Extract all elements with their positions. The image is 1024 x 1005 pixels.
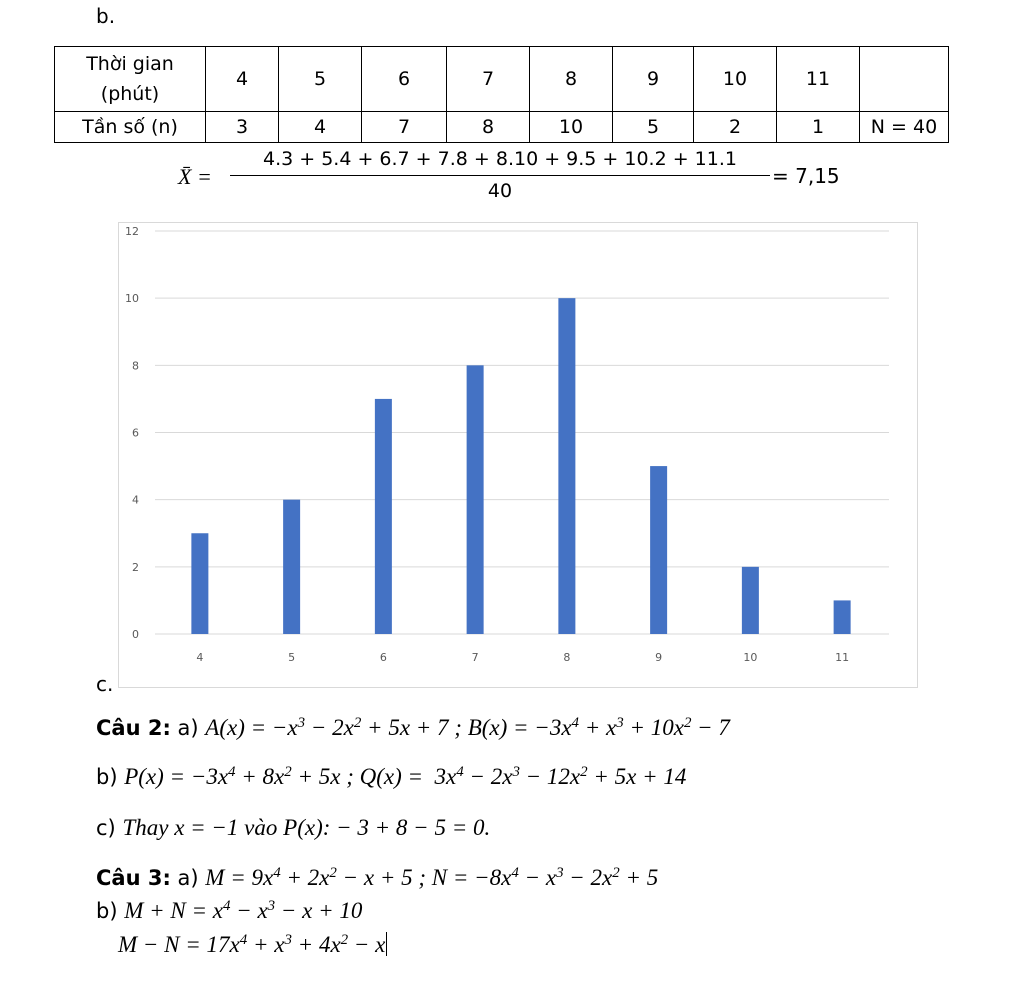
header-frequency: Tần số (n) — [55, 112, 206, 143]
y-tick-label: 2 — [132, 560, 139, 574]
frequency-cell: 5 — [613, 112, 694, 143]
cau2-a-line — [96, 715, 730, 741]
x-tick-label: 6 — [379, 651, 387, 664]
frequency-cell: 3 — [206, 112, 279, 143]
mean-numerator: 4.3 + 5.4 + 6.7 + 7.8 + 8.10 + 9.5 + 10.2 + 11.1 — [263, 148, 737, 170]
bar — [191, 533, 208, 634]
x-tick-label: 10 — [743, 651, 758, 664]
bar — [283, 500, 300, 634]
frequency-cell: 8 — [447, 112, 530, 143]
section-b-label: b. — [96, 4, 116, 28]
mean-formula — [178, 146, 878, 212]
cau3-b-line — [96, 898, 362, 924]
x-tick-label: 9 — [655, 651, 663, 664]
polynomial-M-N: $M = 9x^4 + 2x^2 - x + 5$ ; $N = -8x^4 - x^3 - 2x^2 + 5$ — [205, 864, 659, 890]
header-time: Thời gian (phút) — [55, 47, 206, 112]
time-cell: 8 — [530, 47, 613, 112]
table-row-time — [55, 47, 949, 112]
x-tick-label: 8 — [563, 651, 571, 664]
frequency-table — [54, 46, 949, 143]
mean-fraction — [230, 146, 770, 204]
frequency-cell: 1 — [777, 112, 860, 143]
bar — [375, 399, 392, 634]
frequency-cell: 7 — [362, 112, 447, 143]
cau3-label: Câu 3: — [96, 866, 171, 890]
bar-chart — [119, 223, 917, 687]
cau2-a-prefix: a) — [177, 716, 199, 740]
bar — [558, 298, 575, 634]
time-cell: 7 — [447, 47, 530, 112]
time-cell: 10 — [694, 47, 777, 112]
cau2-label: Câu 2: — [96, 716, 171, 740]
frequency-cell: 10 — [530, 112, 613, 143]
time-cell: 11 — [777, 47, 860, 112]
bar — [834, 600, 851, 634]
mean-lhs: X̄ = — [178, 164, 212, 189]
frequency-cell: 2 — [694, 112, 777, 143]
y-tick-label: 12 — [125, 225, 139, 238]
mean-result: = 7,15 — [772, 164, 840, 188]
total-cell: N = 40 — [860, 112, 949, 143]
polynomial-P-Q: $P(x) = -3x^4 + 8x^2 + 5x$ ; $Q(x) = 3x^4 - 2x^3 - 12x^2 + 5x + 14$ — [124, 763, 687, 789]
mean-denominator: 40 — [487, 180, 513, 202]
bar — [650, 466, 667, 634]
table-row-frequency — [55, 112, 949, 143]
empty-cell — [860, 47, 949, 112]
sum-M-N: $M + N = x^4 - x^3 - x + 10$ — [124, 897, 363, 923]
cau2-b-line — [96, 764, 686, 790]
bar — [742, 567, 759, 634]
time-cell: 5 — [279, 47, 362, 112]
y-tick-label: 10 — [125, 292, 139, 306]
x-tick-label: 4 — [196, 651, 204, 664]
time-cell: 4 — [206, 47, 279, 112]
cau3-a-line — [96, 865, 658, 891]
cau2-c-line — [96, 815, 490, 841]
section-c-label: c. — [96, 672, 114, 696]
text-cursor — [386, 932, 387, 956]
bar — [467, 365, 484, 634]
cau3-a-prefix: a) — [177, 866, 199, 890]
cau2-c-text: Thay x = −1 vào P(x): − 3 + 8 − 5 = 0. — [122, 815, 491, 840]
fraction-bar — [230, 175, 770, 176]
bar-chart-frame — [118, 222, 918, 688]
x-tick-label: 7 — [471, 651, 479, 664]
y-tick-label: 6 — [132, 426, 139, 440]
y-tick-label: 0 — [132, 628, 139, 641]
x-tick-label: 11 — [835, 651, 850, 664]
cau2-b-prefix: b) — [96, 765, 118, 789]
difference-M-N: $M - N = 17x^4 + x^3 + 4x^2 - x$ — [118, 931, 386, 957]
x-tick-label: 5 — [288, 651, 296, 664]
y-tick-label: 4 — [132, 493, 139, 507]
polynomial-A: $A(x) = -x^3 - 2x^2 + 5x + 7$ ; $B(x) = -3x^4 + x^3 + 10x^2 - 7$ — [205, 714, 730, 740]
y-tick-label: 8 — [132, 359, 139, 373]
cau3-diff-line — [118, 932, 387, 958]
frequency-cell: 4 — [279, 112, 362, 143]
cau3-b-prefix: b) — [96, 899, 118, 923]
time-cell: 6 — [362, 47, 447, 112]
cau2-c-prefix: c) — [96, 816, 116, 840]
time-cell: 9 — [613, 47, 694, 112]
